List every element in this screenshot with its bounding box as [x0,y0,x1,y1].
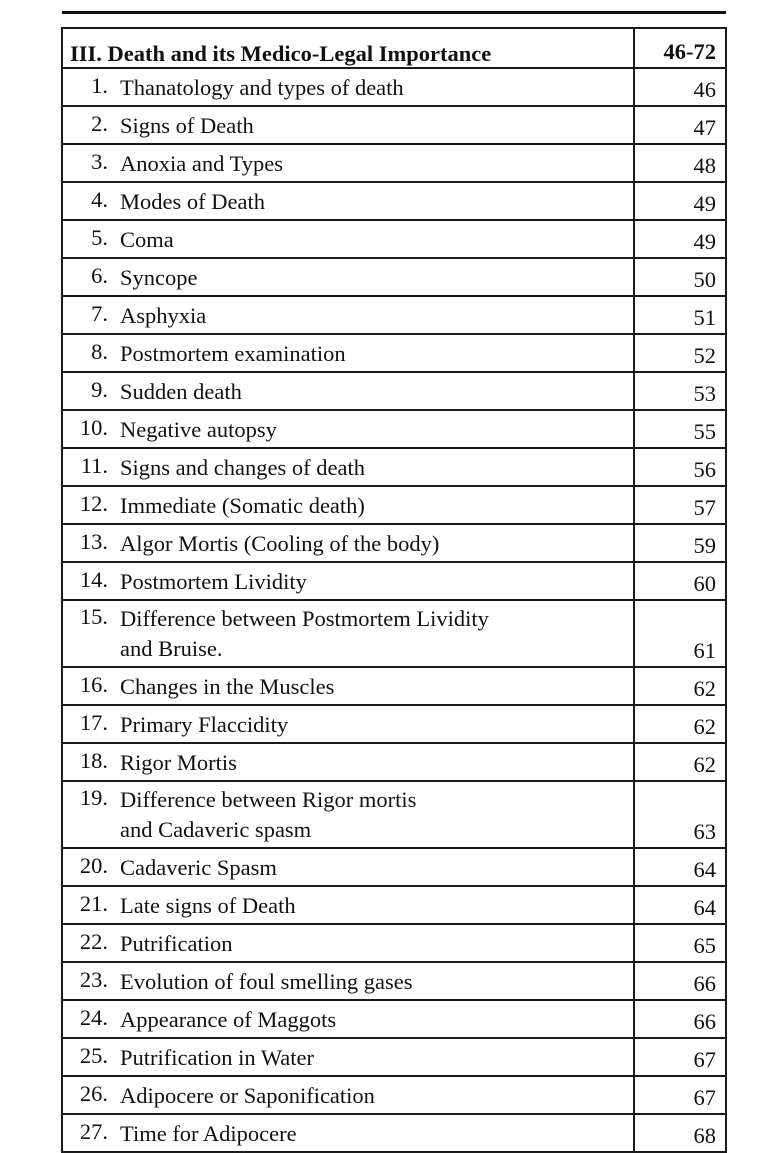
entry-page: 62 [634,667,726,705]
entry-cell [62,1076,634,1114]
entry-page: 60 [634,562,726,600]
entry-cell [62,705,634,743]
entry-page: 65 [634,924,726,962]
entry-page: 66 [634,962,726,1000]
entry-title: Primary Flaccidity [120,712,289,737]
entry-number: 15. [79,604,108,629]
table-row [62,600,726,667]
table-row [62,410,726,448]
entry-page: 57 [634,486,726,524]
section-pages: 46-72 [634,28,726,68]
entry-title [120,785,416,845]
entry-page: 59 [634,524,726,562]
entry-page: 64 [634,886,726,924]
entry-number: 12. [79,491,108,516]
entry-page: 48 [634,144,726,182]
entry-title: Syncope [120,265,198,290]
table-row [62,1000,726,1038]
table-row [62,524,726,562]
entry-cell [62,1038,634,1076]
entry-title: Postmortem examination [120,341,346,366]
entry-page: 62 [634,705,726,743]
entry-cell [62,781,634,848]
table-row [62,848,726,886]
section-title: III. Death and its Medico-Legal Importance [62,28,634,68]
entry-number: 13. [79,529,108,554]
entry-cell [62,220,634,258]
entry-number: 1. [91,73,108,98]
entry-cell [62,562,634,600]
entry-title: Time for Adipocere [120,1121,297,1146]
entry-number: 8. [91,339,108,364]
table-row [62,781,726,848]
entry-cell [62,848,634,886]
entry-title: Rigor Mortis [120,750,237,775]
entry-number: 26. [79,1081,108,1106]
entry-number: 4. [91,187,108,212]
entry-title-line: and Bruise. [120,636,223,661]
entry-title: Evolution of foul smelling gases [120,969,413,994]
entry-number: 22. [79,929,108,954]
table-row [62,296,726,334]
entry-title: Cadaveric Spasm [120,855,277,880]
entry-number: 17. [79,710,108,735]
entry-number: 5. [91,225,108,250]
entry-page: 66 [634,1000,726,1038]
entry-page: 63 [634,781,726,848]
entry-cell [62,924,634,962]
section-header-row [62,28,726,68]
table-row [62,962,726,1000]
entry-number: 7. [91,301,108,326]
entry-page: 62 [634,743,726,781]
table-row [62,220,726,258]
entry-number: 23. [79,967,108,992]
entry-number: 27. [79,1119,108,1144]
table-row [62,258,726,296]
entry-cell [62,334,634,372]
entry-cell [62,486,634,524]
entry-number: 19. [79,785,108,810]
entry-number: 9. [91,377,108,402]
entry-cell [62,1000,634,1038]
table-row [62,372,726,410]
entry-title: Thanatology and types of death [120,75,404,100]
entry-cell [62,410,634,448]
entry-title: Putrification in Water [120,1045,314,1070]
table-row [62,1076,726,1114]
entry-cell [62,448,634,486]
entry-page: 52 [634,334,726,372]
entry-number: 20. [79,853,108,878]
contents-table [61,27,727,1153]
table-row [62,486,726,524]
entry-title: Appearance of Maggots [120,1007,337,1032]
entry-number: 3. [91,149,108,174]
top-rule [62,11,726,14]
entry-title: Immediate (Somatic death) [120,493,365,518]
entry-title-line: and Cadaveric spasm [120,817,312,842]
entry-cell [62,886,634,924]
entry-number: 24. [79,1005,108,1030]
entry-title: Negative autopsy [120,417,277,442]
entry-cell [62,106,634,144]
entry-number: 2. [91,111,108,136]
table-row [62,1038,726,1076]
entry-title: Postmortem Lividity [120,569,307,594]
entry-title: Coma [120,227,174,252]
entry-page: 49 [634,220,726,258]
table-row [62,68,726,106]
entry-page: 53 [634,372,726,410]
entry-cell [62,68,634,106]
entry-cell [62,667,634,705]
table-row [62,705,726,743]
entry-page: 67 [634,1076,726,1114]
entry-cell [62,600,634,667]
entry-title: Changes in the Muscles [120,674,335,699]
entry-title: Putrification [120,931,233,956]
entry-cell [62,144,634,182]
entry-title-line: Difference between Rigor mortis [120,787,417,812]
table-row [62,182,726,220]
entry-title [120,604,489,664]
table-row [62,334,726,372]
entry-title: Asphyxia [120,303,207,328]
entry-number: 6. [91,263,108,288]
entry-cell [62,524,634,562]
entry-page: 68 [634,1114,726,1152]
entry-page: 49 [634,182,726,220]
table-row [62,743,726,781]
entry-page: 47 [634,106,726,144]
entry-cell [62,1114,634,1152]
entry-title: Adipocere or Saponification [120,1083,375,1108]
entry-number: 14. [79,567,108,592]
table-row [62,562,726,600]
entry-title: Algor Mortis (Cooling of the body) [120,531,440,556]
entry-number: 11. [80,453,108,478]
entry-cell [62,962,634,1000]
table-row [62,886,726,924]
table-row [62,924,726,962]
entry-number: 18. [79,748,108,773]
entry-page: 61 [634,600,726,667]
entry-title: Signs of Death [120,113,254,138]
entry-title: Sudden death [120,379,242,404]
table-row [62,1114,726,1152]
entry-number: 16. [79,672,108,697]
entry-title: Late signs of Death [120,893,296,918]
table-row [62,448,726,486]
entry-page: 50 [634,258,726,296]
entry-cell [62,743,634,781]
entry-cell [62,372,634,410]
entry-title: Signs and changes of death [120,455,365,480]
entry-page: 46 [634,68,726,106]
table-row [62,144,726,182]
entry-cell [62,296,634,334]
entry-cell [62,258,634,296]
entry-page: 64 [634,848,726,886]
entry-number: 10. [79,415,108,440]
entry-title-line: Difference between Postmortem Lividity [120,606,489,631]
entry-cell [62,182,634,220]
table-row [62,667,726,705]
entry-title: Anoxia and Types [120,151,283,176]
entry-page: 56 [634,448,726,486]
entry-number: 21. [79,891,108,916]
table-row [62,106,726,144]
entry-number: 25. [79,1043,108,1068]
entry-page: 51 [634,296,726,334]
entry-title: Modes of Death [120,189,265,214]
entry-page: 55 [634,410,726,448]
entry-page: 67 [634,1038,726,1076]
